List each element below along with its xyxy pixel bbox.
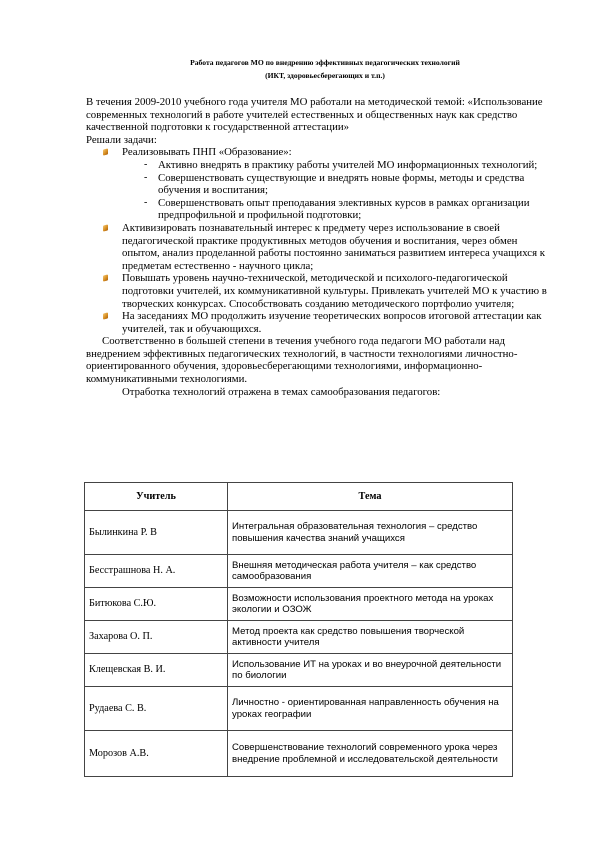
task-item: [86, 146, 550, 159]
topic-cell: Совершенствование технологий современного урока через внедрение проблемной и исследовательской деятельности: [228, 731, 513, 777]
dash-bullet-icon: -: [144, 158, 148, 170]
table-row: [85, 654, 513, 687]
teacher-cell: Морозов А.В.: [85, 731, 228, 777]
dash-bullet-icon: -: [144, 171, 148, 183]
topic-cell: Интегральная образовательная технология – средство повышения качества знаний учащихся: [228, 511, 513, 555]
bullet-icon: [103, 313, 108, 320]
table-row: [85, 731, 513, 777]
topic-cell: Личностно - ориентированная направленность обучения на уроках географии: [228, 687, 513, 731]
subtask-text: Активно внедрять в практику работы учителей МО информационных технологий;: [158, 158, 538, 171]
table-row: [85, 511, 513, 555]
topic-cell: Использование ИТ на уроках и во внеурочной деятельности по биологии: [228, 654, 513, 687]
table-row: [85, 555, 513, 588]
topic-cell: Внешняя методическая работа учителя – как средство самообразования: [228, 555, 513, 588]
subtask-text: Совершенствовать опыт преподавания элективных курсов в рамках организации предпрофильной и профильной подготовки;: [158, 196, 530, 222]
title-line-2: (ИКТ, здоровьесберегающих и т.п.): [265, 71, 385, 80]
title-line-1: Работа педагогов МО по внедрению эффективных педагогических технологий: [190, 58, 460, 67]
bullet-icon: [103, 224, 108, 231]
table-header-row: [85, 483, 513, 511]
task-text: Повышать уровень научно-технической, методической и психолого-педагогической подготовки учителей, их коммуникативной культуры. Привлекать учителей МО к участию в творческих конкурсах. Способствовать созданию методического портфолио учителя;: [122, 272, 547, 310]
teacher-cell: Битюкова С.Ю.: [85, 588, 228, 621]
subtask-text: Совершенствовать существующие и внедрять новые формы, методы и средства обучения и воспитания;: [158, 171, 525, 197]
teacher-cell: Клещевская В. И.: [85, 654, 228, 687]
intro-paragraph: В течения 2009-2010 учебного года учителя МО работали на методической темой: «Использование современных технологий в работе учителей естественных и общественных наук как средство качественной подготовки к государственной аттестации»: [86, 96, 543, 134]
teacher-cell: Захарова О. П.: [85, 621, 228, 654]
tasks-label: Решали задачи:: [86, 133, 157, 146]
table-row: [85, 687, 513, 731]
dash-bullet-icon: -: [144, 196, 148, 208]
self-education-table: [84, 482, 513, 777]
column-header-topic: Тема: [228, 483, 513, 511]
summary-paragraph: Соответственно в большей степени в течения учебного года педагоги МО работали над внедрением эффективных педагогических технологий, в частности технологиями личностно-ориентированного обучения, здоровьесберегающими технологиями, информационно-коммуникативными технологиями.: [86, 335, 518, 386]
teacher-cell: Рудаева С. В.: [85, 687, 228, 731]
topic-cell: Возможности использования проектного метода на уроках экологии и ОЗОЖ: [228, 588, 513, 621]
task-item: [86, 272, 550, 310]
teacher-cell: Бесстрашнова Н. А.: [85, 555, 228, 588]
table-row: [85, 588, 513, 621]
column-header-teacher: Учитель: [85, 483, 228, 511]
subtask-item: [86, 159, 550, 172]
bullet-icon: [103, 275, 108, 282]
topic-cell: Метод проекта как средство повышения творческой активности учителя: [228, 621, 513, 654]
bullet-icon: [103, 149, 108, 156]
task-text: На заседаниях МО продолжить изучение теоретических вопросов итоговой аттестации как учителей, так и обучающихся.: [122, 310, 542, 335]
table-row: [85, 621, 513, 654]
task-text: Реализовывать ПНП «Образование»:: [122, 146, 292, 159]
task-item: [86, 310, 550, 335]
teacher-cell: Былинкина Р. В: [85, 511, 228, 555]
subtask-item: [86, 172, 550, 197]
table-intro: Отработка технологий отражена в темах самообразования педагогов:: [122, 385, 441, 398]
document-title: [90, 56, 560, 82]
subtask-item: [86, 197, 550, 222]
task-item: [86, 222, 550, 272]
task-text: Активизировать познавательный интерес к предмету через использование в своей педагогической практике продуктивных методов обучения и воспитания, через обмен опытом, анализ проделанной работы постоянно заниматься развитием интереса учащихся к предметам естественно - научного цикла;: [122, 221, 545, 272]
document-body: [86, 96, 550, 398]
